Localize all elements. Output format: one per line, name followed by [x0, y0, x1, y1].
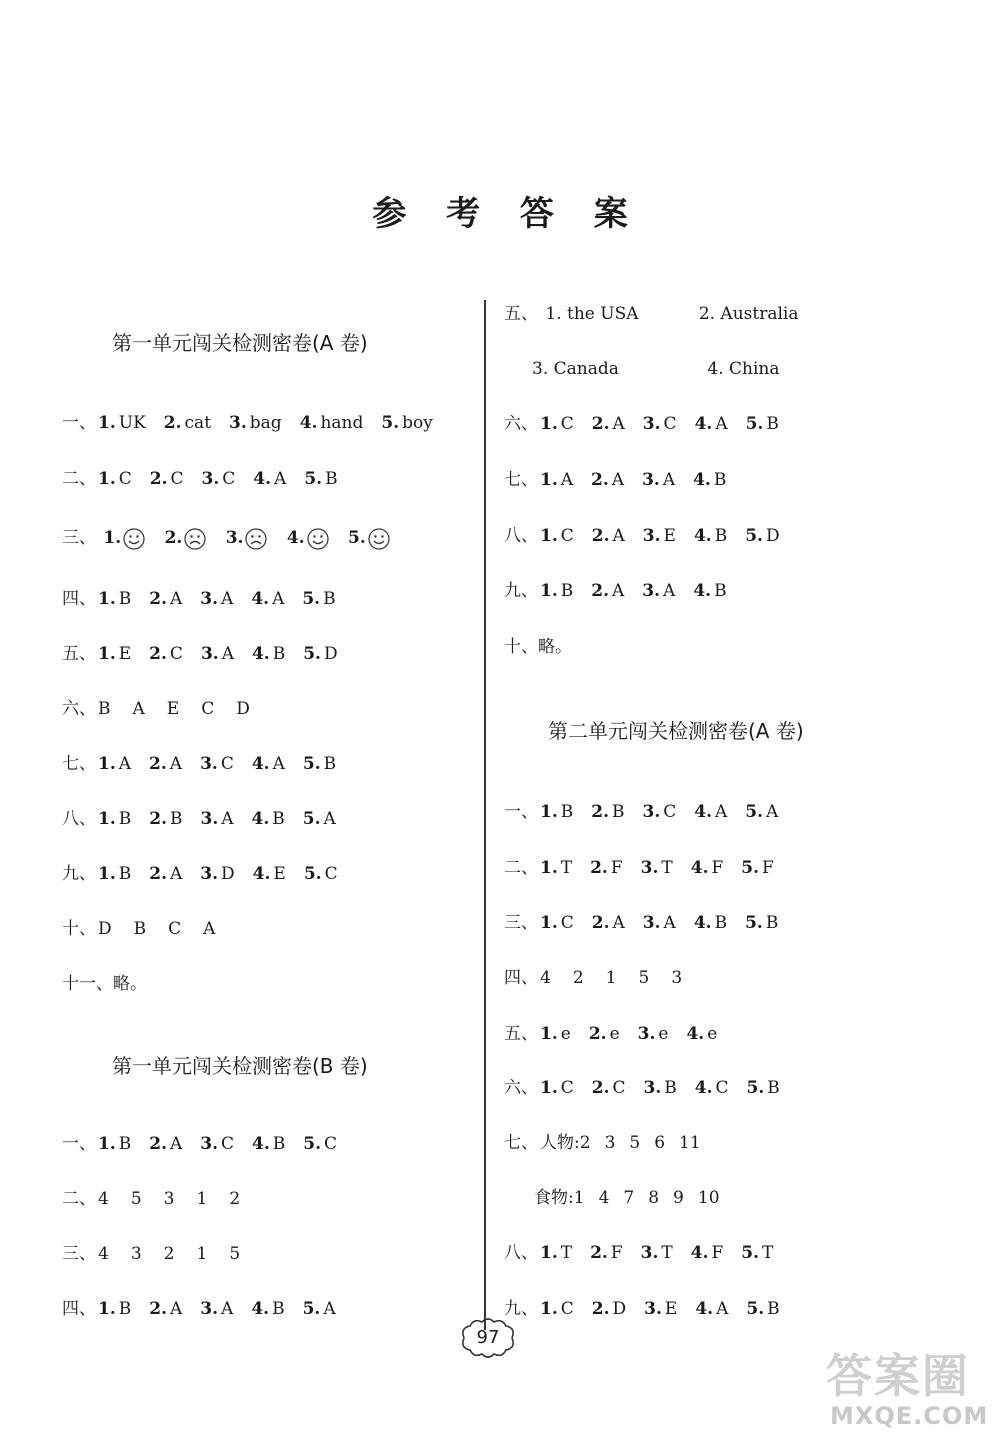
answer-item: 5. B — [745, 414, 779, 434]
answer-item: 4. A — [251, 589, 285, 609]
answer-item: 3. C — [200, 754, 234, 774]
answer-item: 4. A — [694, 414, 728, 434]
answer-item: 2. C — [591, 1078, 626, 1098]
answer-item: 4. E — [252, 864, 286, 884]
question-label: 四、 — [62, 589, 96, 609]
answer-item: 3. C — [642, 414, 677, 434]
face-item-number: 2. — [164, 528, 183, 548]
face-item-number: 3. — [225, 528, 244, 548]
answer-item: 5 — [638, 968, 650, 988]
answer-row — [504, 1075, 798, 1101]
answer-item: 5 — [629, 1133, 641, 1153]
answer-item: D — [98, 919, 112, 939]
answer-item: 3 — [671, 968, 683, 988]
question-label: 三、 — [62, 528, 96, 548]
question-label: 四、 — [62, 1299, 96, 1319]
answer-item: 1. B — [540, 581, 574, 601]
section-title-unit2-a: 第二单元闯关检测密卷(A 卷) — [548, 719, 804, 743]
column-divider — [484, 300, 486, 1330]
answer-item: 2. C — [149, 644, 183, 664]
answer-item: 2. A — [149, 589, 183, 609]
answer-item: 5. B — [746, 1078, 780, 1098]
question-label: 八、 — [504, 1243, 538, 1263]
answer-row — [504, 1296, 798, 1322]
answer-item: 4. B — [252, 1134, 286, 1154]
answer-row — [534, 1185, 734, 1211]
question-label: 五、 — [62, 644, 96, 664]
answer-item: 2. cat — [163, 413, 212, 433]
answer-row-omitted: 十、略。 — [504, 637, 572, 657]
answer-item: 6 — [654, 1133, 666, 1153]
answer-item: 2. A — [149, 1134, 183, 1154]
watermark-url: MXQE.COM — [830, 1402, 989, 1430]
answer-item: 4. e — [686, 1024, 718, 1044]
answer-item: 4. B — [693, 470, 727, 490]
answer-item: B — [133, 919, 147, 939]
answer-item: 2. A — [149, 1299, 183, 1319]
answer-item: 9 — [673, 1188, 684, 1208]
answer-row — [62, 751, 354, 777]
answer-item: C — [201, 699, 215, 719]
answer-item: 2. B — [149, 809, 183, 829]
answer-row — [62, 586, 354, 612]
answer-item: 4. A — [253, 469, 287, 489]
answer-item: 1. C — [540, 913, 574, 933]
answer-item: 5. B — [302, 754, 337, 774]
answer-item: 2. B — [591, 802, 625, 822]
smile-icon — [123, 528, 145, 550]
page-number-text: 97 — [476, 1327, 500, 1348]
answer-row — [62, 641, 356, 667]
answer-item: 1. B — [98, 809, 132, 829]
answer-item: 2. A — [591, 913, 625, 933]
answer-item: A — [132, 699, 145, 719]
answer-item: 2 — [579, 1133, 591, 1153]
answer-item: 5. B — [745, 913, 779, 933]
answer-item: 2. A — [591, 414, 625, 434]
answer-item: 3. D — [200, 864, 235, 884]
answer-item: D — [236, 699, 250, 719]
answer-item: 4. F — [690, 858, 724, 878]
answer-item: 3. E — [644, 1299, 678, 1319]
answer-item: 4. A — [695, 1299, 729, 1319]
answer-item: 5 — [229, 1244, 241, 1264]
answer-row — [504, 1021, 735, 1047]
answer-row — [504, 1130, 715, 1156]
answer-item: 3. A — [642, 581, 676, 601]
question-label: 二、 — [62, 1189, 96, 1209]
answer-item: 8 — [648, 1188, 660, 1208]
answer-item: 2. C — [149, 469, 184, 489]
answer-row-omitted: 十一、略。 — [62, 974, 147, 994]
answer-item: 5. D — [303, 644, 338, 664]
answer-item: 1. C — [98, 469, 132, 489]
answer-item: 3. A — [200, 589, 234, 609]
answer-row — [504, 910, 796, 936]
answer-item: 1. C — [540, 1078, 574, 1098]
answer-item: 1. B — [540, 802, 574, 822]
question-label: 七、 — [504, 1133, 538, 1153]
answer-item: 5. A — [745, 802, 779, 822]
watermark — [826, 1340, 996, 1440]
answer-item: 10 — [697, 1188, 720, 1208]
question-label: 一、 — [62, 413, 96, 433]
answer-item: 2 — [572, 968, 584, 988]
answer-row — [504, 855, 792, 881]
answer-item: 4. B — [693, 581, 727, 601]
question-label: 六、 — [504, 414, 538, 434]
question-label: 九、 — [504, 581, 538, 601]
answer-item: 4. F — [690, 1243, 724, 1263]
answer-item: 2. A — [149, 864, 183, 884]
answer-item: 2. D — [591, 1299, 627, 1319]
answer-item: 1. T — [540, 1243, 573, 1263]
answer-item: 2. F — [590, 858, 623, 878]
answer-row — [62, 1186, 262, 1212]
answer-item: 4 — [98, 1244, 109, 1264]
answer-item: 3. C — [201, 469, 236, 489]
answer-item: 5 — [130, 1189, 142, 1209]
answer-item: 5. C — [303, 864, 338, 884]
answer-item: 1. UK — [98, 413, 146, 433]
question-label: 十、 — [62, 919, 96, 939]
answer-item: 2. Australia — [698, 304, 799, 324]
answer-item: 5. F — [741, 858, 774, 878]
answer-item: 2. A — [149, 754, 183, 774]
answer-item: 3. C — [642, 802, 677, 822]
answer-item: 4. C — [694, 1078, 729, 1098]
answer-item: B — [98, 699, 111, 719]
face-item-number: 5. — [348, 528, 366, 548]
answer-row — [504, 301, 799, 327]
answer-item: 3. e — [637, 1024, 669, 1044]
answer-item: 1 — [196, 1189, 208, 1209]
answer-item: 2. A — [591, 581, 625, 601]
page-title: 参 考 答 案 — [372, 194, 642, 234]
question-label: 五、 — [504, 304, 538, 324]
answer-item: 2. e — [588, 1024, 620, 1044]
question-label: 一、 — [504, 802, 538, 822]
answer-item: E — [166, 699, 180, 719]
question-label: 七、 — [62, 754, 96, 774]
answer-row-faces — [62, 525, 404, 551]
question-label: 二、 — [62, 469, 96, 489]
face-item-number: 4. — [286, 528, 305, 548]
answer-item: 3. A — [200, 809, 234, 829]
answer-item: 1. B — [98, 864, 132, 884]
answer-item: 11 — [679, 1133, 701, 1153]
answer-row — [504, 1240, 791, 1266]
answer-row — [62, 1296, 354, 1322]
section-title-unit1-b: 第一单元闯关检测密卷(B 卷) — [112, 1054, 368, 1078]
answer-item: 1. B — [98, 1299, 132, 1319]
answer-item: C — [168, 919, 182, 939]
category-label: 食物: — [534, 1188, 574, 1208]
answer-item: 3. A — [642, 470, 676, 490]
answer-item: 3. B — [643, 1078, 677, 1098]
answer-item: 3. A — [642, 913, 676, 933]
answer-item: 2 — [163, 1244, 175, 1264]
answer-item: 5. D — [745, 526, 780, 546]
answer-item: 5. B — [304, 469, 338, 489]
answer-item: 4. B — [251, 644, 286, 664]
answer-row — [504, 578, 745, 604]
answer-item: 2. F — [590, 1243, 623, 1263]
answer-item: 1. A — [540, 470, 574, 490]
frown-icon — [245, 528, 267, 550]
question-label: 六、 — [62, 699, 96, 719]
question-label: 三、 — [62, 1244, 96, 1264]
answer-item: 3. C — [200, 1134, 235, 1154]
face-item-number: 1. — [103, 528, 122, 548]
answer-item: 1 — [196, 1244, 208, 1264]
answer-item: 1. C — [540, 1299, 574, 1319]
answer-item: 1 — [573, 1188, 585, 1208]
question-label: 九、 — [504, 1299, 538, 1319]
answer-row — [62, 696, 272, 722]
answer-item: 5. T — [741, 1243, 774, 1263]
answer-item: 4. A — [251, 754, 285, 774]
answer-item: 1. T — [540, 858, 573, 878]
answer-row — [504, 799, 796, 825]
answer-item: 1. B — [98, 1134, 132, 1154]
question-label: 四、 — [504, 968, 538, 988]
answer-row — [504, 467, 744, 493]
watermark-text: 答案圈 — [826, 1349, 970, 1403]
question-label: 一、 — [62, 1134, 96, 1154]
answer-item: 4 — [98, 1189, 109, 1209]
answer-item: 4. B — [693, 526, 728, 546]
question-label: 六、 — [504, 1078, 538, 1098]
question-label: 二、 — [504, 858, 538, 878]
answer-item: 3 — [604, 1133, 616, 1153]
answer-item: 1. C — [540, 526, 574, 546]
category-label: 人物: — [540, 1133, 580, 1153]
answer-item: 5. A — [302, 809, 336, 829]
answer-item: 1. B — [98, 589, 132, 609]
answer-item: 2. A — [591, 470, 625, 490]
answer-item: 4. B — [251, 809, 285, 829]
answer-item: 1. e — [540, 1024, 571, 1044]
answer-row — [504, 411, 797, 437]
question-label: 七、 — [504, 470, 538, 490]
answer-item: 1. the USA — [545, 304, 639, 324]
answer-row — [62, 1131, 355, 1157]
answer-item: A — [203, 919, 216, 939]
answer-item: 3 — [130, 1244, 142, 1264]
answer-item: 5. C — [303, 1134, 338, 1154]
question-label: 八、 — [504, 526, 538, 546]
answer-item: 7 — [623, 1188, 635, 1208]
question-label: 五、 — [504, 1024, 538, 1044]
answer-item: 4. hand — [299, 413, 364, 433]
answer-item: 5. boy — [381, 413, 433, 433]
answer-item: 1 — [605, 968, 617, 988]
answer-item: 4 — [540, 968, 551, 988]
answer-row — [62, 466, 356, 492]
answer-item: 3. A — [200, 644, 234, 664]
answer-item: 1. A — [98, 754, 132, 774]
answer-row — [62, 861, 356, 887]
answer-row — [62, 806, 354, 832]
answer-item: 4. B — [693, 913, 728, 933]
answer-item: 1. C — [540, 414, 574, 434]
answer-item: 1. E — [98, 644, 132, 664]
answer-item: 3. T — [640, 1243, 673, 1263]
answer-item: 3. bag — [229, 413, 282, 433]
answer-item: 2 — [229, 1189, 241, 1209]
answer-item: 3. Canada — [532, 359, 619, 379]
frown-icon — [184, 528, 206, 550]
answer-item: 4. B — [251, 1299, 285, 1319]
question-label: 八、 — [62, 809, 96, 829]
answer-row — [532, 356, 780, 382]
question-label: 九、 — [62, 864, 96, 884]
answer-item: 3. T — [640, 858, 673, 878]
smile-icon — [368, 528, 390, 550]
answer-row — [62, 1241, 262, 1267]
answer-row — [62, 410, 451, 436]
smile-icon — [307, 528, 329, 550]
answer-item: 3. A — [200, 1299, 234, 1319]
section-title-unit1-a: 第一单元闯关检测密卷(A 卷) — [112, 331, 368, 355]
answer-item: 5. B — [746, 1299, 780, 1319]
answer-row — [62, 916, 237, 942]
answer-item: 5. A — [302, 1299, 336, 1319]
answer-item: 3 — [163, 1189, 175, 1209]
answer-item: 4. A — [694, 802, 728, 822]
question-label: 三、 — [504, 913, 538, 933]
answer-item: 3. E — [642, 526, 676, 546]
answer-item: 2. A — [591, 526, 625, 546]
page-number — [456, 1316, 520, 1360]
answer-item: 4 — [598, 1188, 610, 1208]
answer-row — [504, 965, 704, 991]
answer-item: 5. B — [302, 589, 336, 609]
answer-row — [504, 523, 798, 549]
answer-item: 4. China — [707, 359, 780, 379]
